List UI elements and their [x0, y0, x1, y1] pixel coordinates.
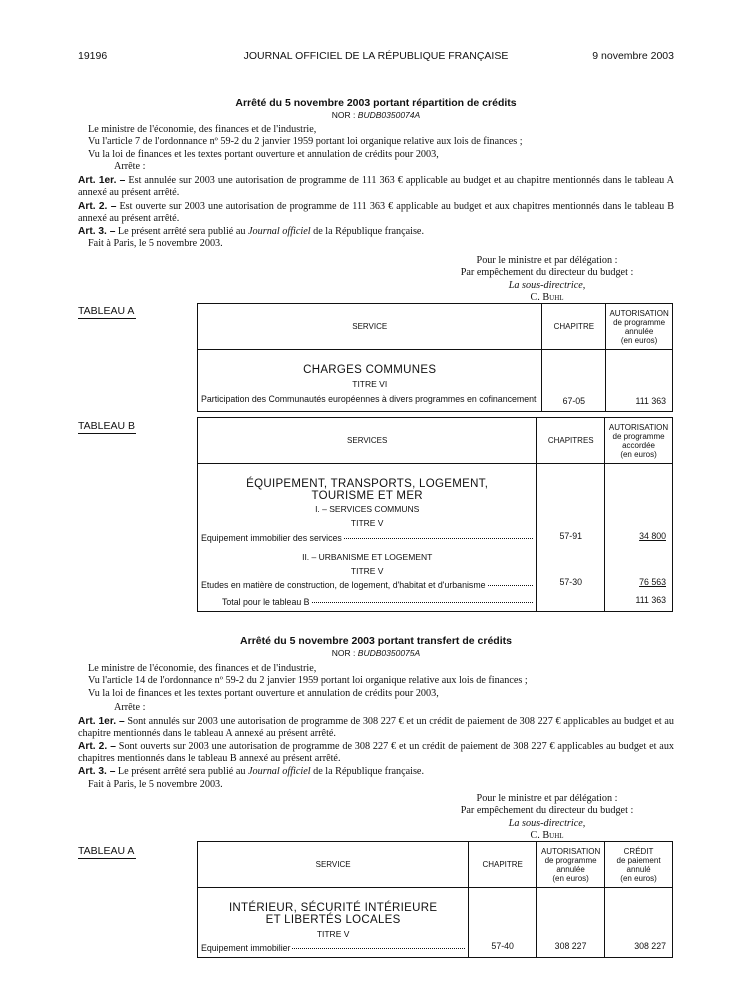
preamble-line: Le ministre de l'économie, des finances et de l'industrie,	[88, 124, 317, 135]
nor-code: BUDB0350074A	[357, 110, 421, 120]
header-line: de paiement	[616, 855, 661, 865]
section-heading-line: ET LIBERTÉS LOCALES	[265, 914, 401, 926]
section-heading-line: TOURISME ET MER	[311, 490, 423, 502]
titre-heading: TITRE VI	[352, 379, 388, 389]
total-label-text: Total pour le tableau B	[222, 597, 310, 607]
table-header-row	[198, 842, 673, 888]
chapitre-cell: 67-05	[542, 350, 606, 412]
header-line: (en euros)	[620, 335, 658, 345]
journal-name: Journal officiel	[248, 766, 311, 777]
section-heading	[198, 478, 536, 502]
nor-prefix: NOR :	[331, 648, 356, 658]
header-line: (en euros)	[552, 873, 589, 883]
arrete-2-nor	[78, 648, 674, 658]
nor-code: BUDB0350075A	[357, 648, 421, 658]
table-header-row	[198, 304, 673, 350]
nor-prefix: NOR :	[331, 110, 356, 120]
article-label: Art. 2. –	[78, 201, 117, 212]
article-text: Est annulée sur 2003 une autorisation de programme de 111 363 € applicable au budget et au chapitre mentionnés dans le tableau A annexé au présent arrêté.	[78, 175, 675, 199]
article-label: Art. 3. –	[78, 766, 116, 777]
article-label: Art. 2. –	[78, 741, 116, 752]
journal-title: JOURNAL OFFICIEL DE LA RÉPUBLIQUE FRANÇAISE	[243, 50, 509, 62]
row-label	[198, 939, 468, 953]
tableau-a-1	[197, 303, 673, 412]
signature-line: Pour le ministre et par délégation :	[476, 793, 618, 804]
amount-value: 34 800	[639, 531, 666, 541]
col-header-autorisation	[605, 418, 673, 464]
chapitre-cell	[537, 464, 605, 612]
col-header-credit	[605, 842, 673, 888]
issue-date: 9 novembre 2003	[592, 50, 674, 62]
tableau-a-2	[197, 841, 673, 958]
row-label-text: Participation des Communautés européennes à divers programmes en cofinancement	[201, 394, 537, 404]
signatory-name: C. Buhl	[530, 292, 564, 304]
arrete-1-signature	[420, 255, 674, 305]
arrete-2-title: Arrêté du 5 novembre 2003 portant transfert de crédits	[240, 635, 512, 647]
sub-heading: I. – SERVICES COMMUNS	[315, 504, 420, 514]
col-header-chapitre: CHAPITRES	[537, 418, 605, 464]
header-line: AUTORISATION	[609, 308, 669, 318]
article-text: Sont ouverts sur 2003 une autorisation de programme de 308 227 € et un crédit de paiement de 308 227 € applicables au budget et aux chapitres mentionnés dans le tableau B annexé au présent arrêté.	[78, 741, 675, 765]
header-line: accordée	[622, 440, 655, 450]
header-line: annulée	[624, 326, 654, 336]
journal-name: Journal officiel	[248, 226, 311, 237]
signature-line: Par empêchement du directeur du budget :	[460, 805, 634, 817]
row-label-text: Equipement immobilier	[201, 943, 291, 953]
row-label	[198, 528, 536, 543]
arrete-1-article-1	[78, 175, 674, 199]
tableau-a-label: TABLEAU A	[78, 305, 135, 317]
arrete-2-done-at: Fait à Paris, le 5 novembre 2003.	[88, 779, 223, 790]
signature-line: Pour le ministre et par délégation :	[476, 255, 618, 266]
row-label	[198, 576, 536, 590]
col-header-service: SERVICES	[198, 418, 537, 464]
arrete-label: Arrête :	[114, 701, 146, 713]
amount-value: 76 563	[639, 577, 666, 587]
arrete-1-nor	[78, 110, 674, 120]
arrete-1-done-at: Fait à Paris, le 5 novembre 2003.	[88, 238, 223, 249]
preamble-line: Vu la loi de finances et les textes portant ouverture et annulation de crédits pour 2003,	[88, 148, 439, 160]
table-header-row	[198, 418, 673, 464]
section-heading	[198, 902, 468, 926]
header-line: annulée	[556, 864, 585, 874]
table-row	[198, 888, 673, 958]
row-label	[198, 389, 541, 404]
arrete-2-preamble	[88, 663, 674, 714]
header-line: (en euros)	[620, 873, 657, 883]
header-line: (en euros)	[620, 449, 657, 459]
header-line: de programme	[612, 431, 665, 441]
service-cell	[198, 888, 469, 958]
article-label: Art. 3. –	[78, 226, 116, 237]
page-header	[78, 50, 674, 66]
header-line: CRÉDIT	[623, 846, 654, 856]
titre-heading: TITRE V	[316, 929, 350, 939]
arrete-label: Arrête :	[114, 160, 146, 172]
chapitre-value: 57-30	[559, 577, 582, 587]
titre-heading: TITRE V	[350, 518, 384, 528]
sub-heading: II. – URBANISME ET LOGEMENT	[302, 552, 433, 562]
col-header-service: SERVICE	[198, 304, 542, 350]
section-heading: CHARGES COMMUNES	[303, 364, 437, 376]
arrete-1-title: Arrêté du 5 novembre 2003 portant répartition de crédits	[235, 97, 517, 109]
signature-role: La sous-directrice,	[508, 817, 586, 829]
table-row	[198, 464, 673, 612]
article-label: Art. 1er. –	[78, 175, 126, 186]
col-header-autorisation	[537, 842, 605, 888]
arrete-1-article-3	[78, 226, 674, 238]
service-cell	[198, 464, 537, 612]
signatory-name: C. Buhl	[530, 830, 564, 842]
article-text: Le présent arrêté sera publié au	[117, 766, 249, 777]
article-text: de la République française.	[310, 226, 424, 237]
service-cell	[198, 350, 542, 412]
article-text: Sont annulés sur 2003 une autorisation de programme de 308 227 € et un crédit de paiement de 308 227 € applicables au budget et au chapitre mentionnés dans le tableau A annexé au présent arrêté.	[78, 716, 675, 740]
row-label-text: Etudes en matière de construction, de logement, d'habitat et d'urbanisme	[201, 580, 486, 590]
col-header-service: SERVICE	[198, 842, 469, 888]
signature-role: La sous-directrice,	[508, 279, 586, 291]
article-label: Art. 1er. –	[78, 716, 125, 727]
preamble-line: Vu l'article 14 de l'ordonnance nº 59-2 du 2 janvier 1959 portant loi organique relative aux lois de finances ;	[88, 675, 528, 687]
col-header-chapitre: CHAPITRE	[542, 304, 606, 350]
tableau-a-label: TABLEAU A	[78, 845, 135, 857]
section-heading-line: ÉQUIPEMENT, TRANSPORTS, LOGEMENT,	[246, 478, 489, 490]
preamble-line: Le ministre de l'économie, des finances et de l'industrie,	[88, 663, 317, 674]
arrete-2-article-3	[78, 766, 674, 778]
section-heading-line: INTÉRIEUR, SÉCURITÉ INTÉRIEURE	[228, 902, 438, 914]
arrete-1-preamble	[88, 124, 674, 173]
arrete-2-signature	[420, 793, 674, 843]
signature-line: Par empêchement du directeur du budget :	[460, 267, 634, 279]
header-line: AUTORISATION	[540, 846, 601, 856]
amount-cell: 111 363	[606, 350, 673, 412]
amount-cell	[605, 464, 673, 612]
titre-heading: TITRE V	[350, 566, 384, 576]
article-text: Est ouverte sur 2003 une autorisation de programme de 111 363 € applicable au budget et aux chapitres mentionnés dans le tableau B annexé au présent arrêté.	[78, 201, 675, 225]
preamble-line: Vu la loi de finances et les textes portant ouverture et annulation de crédits pour 2003,	[88, 687, 439, 699]
header-line: AUTORISATION	[608, 422, 669, 432]
preamble-line: Vu l'article 7 de l'ordonnance nº 59-2 du 2 janvier 1959 portant loi organique relative aux lois de finances ;	[88, 136, 523, 148]
row-label-text: Equipement immobilier des services	[201, 533, 342, 543]
amount-ap-cell: 308 227	[537, 888, 605, 958]
total-amount: 111 363	[635, 595, 666, 605]
article-text: de la République française.	[310, 766, 424, 777]
page-number: 19196	[78, 50, 108, 62]
header-line: de programme	[544, 855, 597, 865]
chapitre-value: 57-91	[559, 531, 582, 541]
amount-cp-cell: 308 227	[605, 888, 673, 958]
col-header-autorisation	[606, 304, 673, 350]
table-row	[198, 350, 673, 412]
article-text: Le présent arrêté sera publié au	[117, 226, 249, 237]
header-line: de programme	[613, 317, 666, 327]
tableau-b-label: TABLEAU B	[78, 420, 135, 432]
arrete-2-article-2	[78, 741, 674, 765]
header-line: annulé	[626, 864, 651, 874]
chapitre-cell: 57-40	[469, 888, 537, 958]
arrete-1-article-2	[78, 201, 674, 225]
tableau-b-1	[197, 417, 673, 612]
arrete-2-article-1	[78, 716, 674, 740]
col-header-chapitre: CHAPITRE	[469, 842, 537, 888]
total-label	[198, 590, 536, 611]
